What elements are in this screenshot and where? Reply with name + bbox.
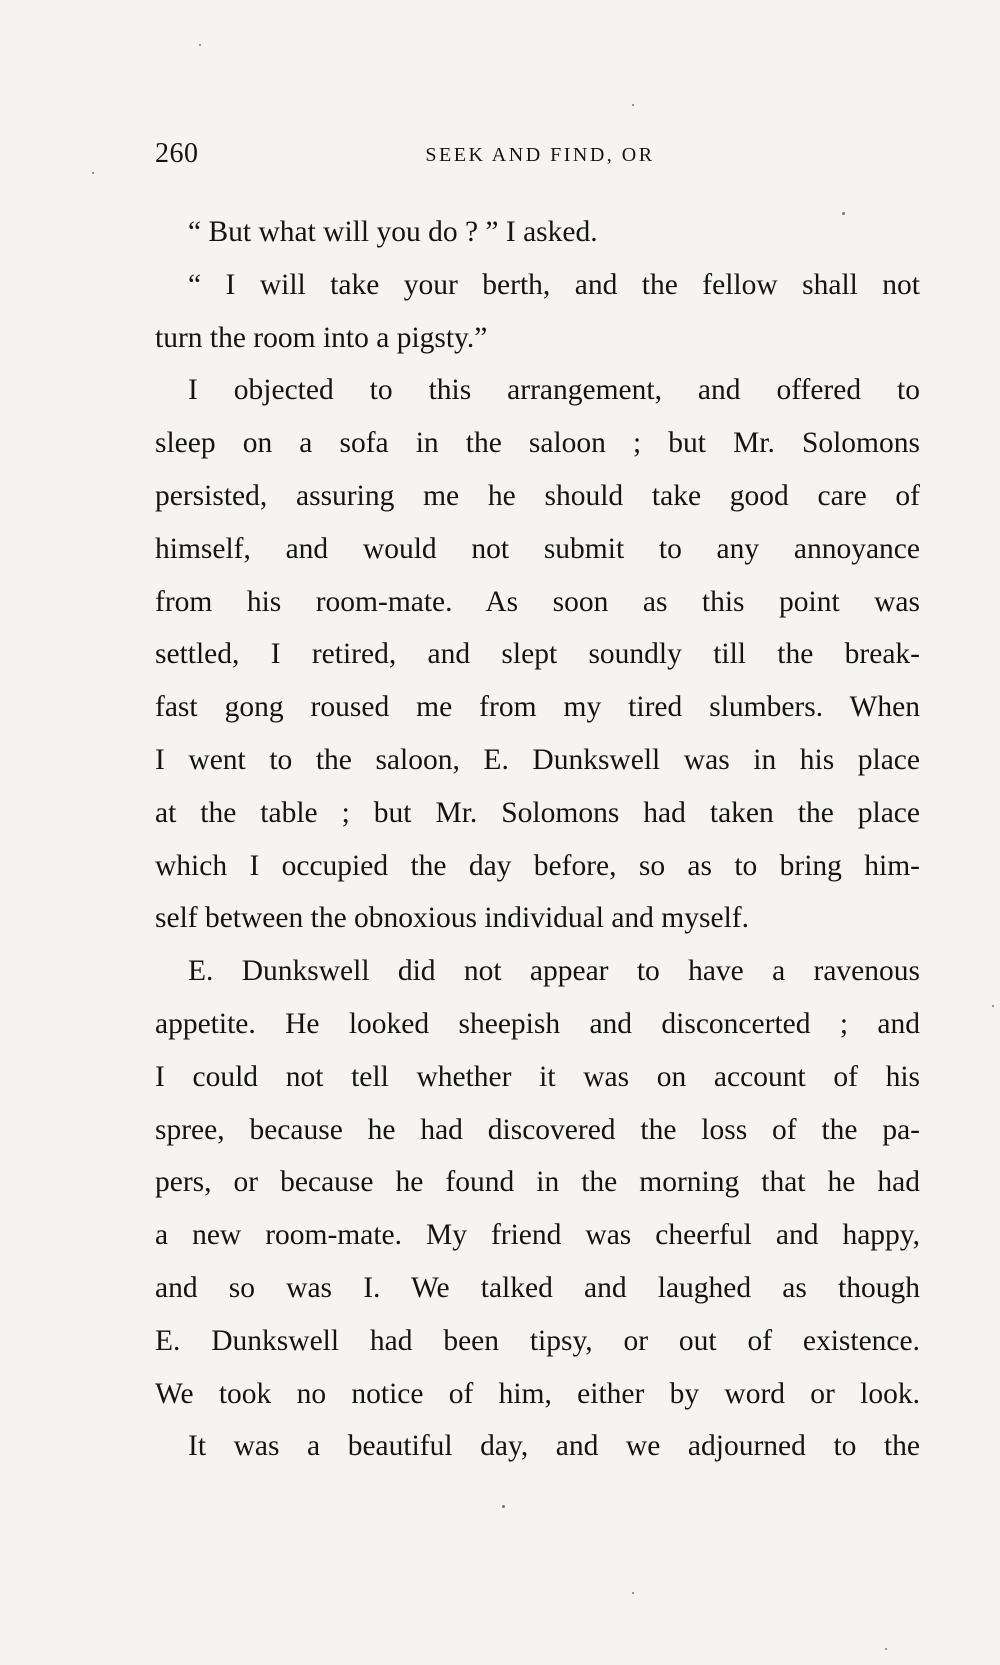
text-line: sleep on a sofa in the saloon ; but Mr. Solomons: [155, 427, 920, 460]
text-line: E. Dunkswell had been tipsy, or out of existence.: [155, 1324, 920, 1357]
text-line: from his room-mate. As soon as this point was: [155, 585, 920, 618]
text-line: pers, or because he found in the morning that he had: [155, 1166, 920, 1199]
text-line: “ I will take your berth, and the fellow shall not: [188, 268, 920, 301]
text-line: I could not tell whether it was on account of his: [155, 1060, 920, 1093]
text-line: at the table ; but Mr. Solomons had taken the place: [155, 796, 920, 829]
text-line: It was a beautiful day, and we adjourned to the: [188, 1430, 920, 1463]
scan-speck: [502, 1505, 505, 1508]
text-line: settled, I retired, and slept soundly till the break-: [155, 638, 920, 671]
scan-speck: [632, 1592, 634, 1594]
scan-speck: [992, 1005, 994, 1007]
running-title: SEEK AND FIND, OR: [425, 144, 655, 166]
text-line: E. Dunkswell did not appear to have a ravenous: [188, 955, 920, 988]
text-line: himself, and would not submit to any annoyance: [155, 532, 920, 565]
text-line: We took no notice of him, either by word or look.: [155, 1377, 920, 1410]
text-line: appetite. He looked sheepish and disconcerted ; and: [155, 1007, 920, 1040]
text-line: “ But what will you do ? ” I asked.: [188, 216, 598, 248]
text-line: and so was I. We talked and laughed as though: [155, 1271, 920, 1304]
scan-speck: [92, 172, 94, 174]
text-line: persisted, assuring me he should take good care of: [155, 479, 920, 512]
body-text: [155, 206, 920, 1473]
page-header: [155, 138, 925, 178]
scan-speck: [632, 104, 634, 106]
text-line: turn the room into a pigsty.”: [155, 321, 488, 354]
text-line: a new room-mate. My friend was cheerful and happy,: [155, 1219, 920, 1252]
scan-speck: [199, 44, 201, 46]
scan-speck: [885, 1648, 887, 1650]
text-line: I went to the saloon, E. Dunkswell was in his place: [155, 743, 920, 776]
text-line: fast gong roused me from my tired slumbers. When: [155, 691, 920, 724]
page-number: 260: [155, 138, 199, 169]
text-line: self between the obnoxious individual and myself.: [155, 902, 749, 935]
text-line: spree, because he had discovered the loss of the pa-: [155, 1113, 920, 1146]
text-line: I objected to this arrangement, and offered to: [188, 374, 920, 407]
text-line: which I occupied the day before, so as to bring him-: [155, 849, 920, 882]
scan-speck: [842, 212, 845, 215]
